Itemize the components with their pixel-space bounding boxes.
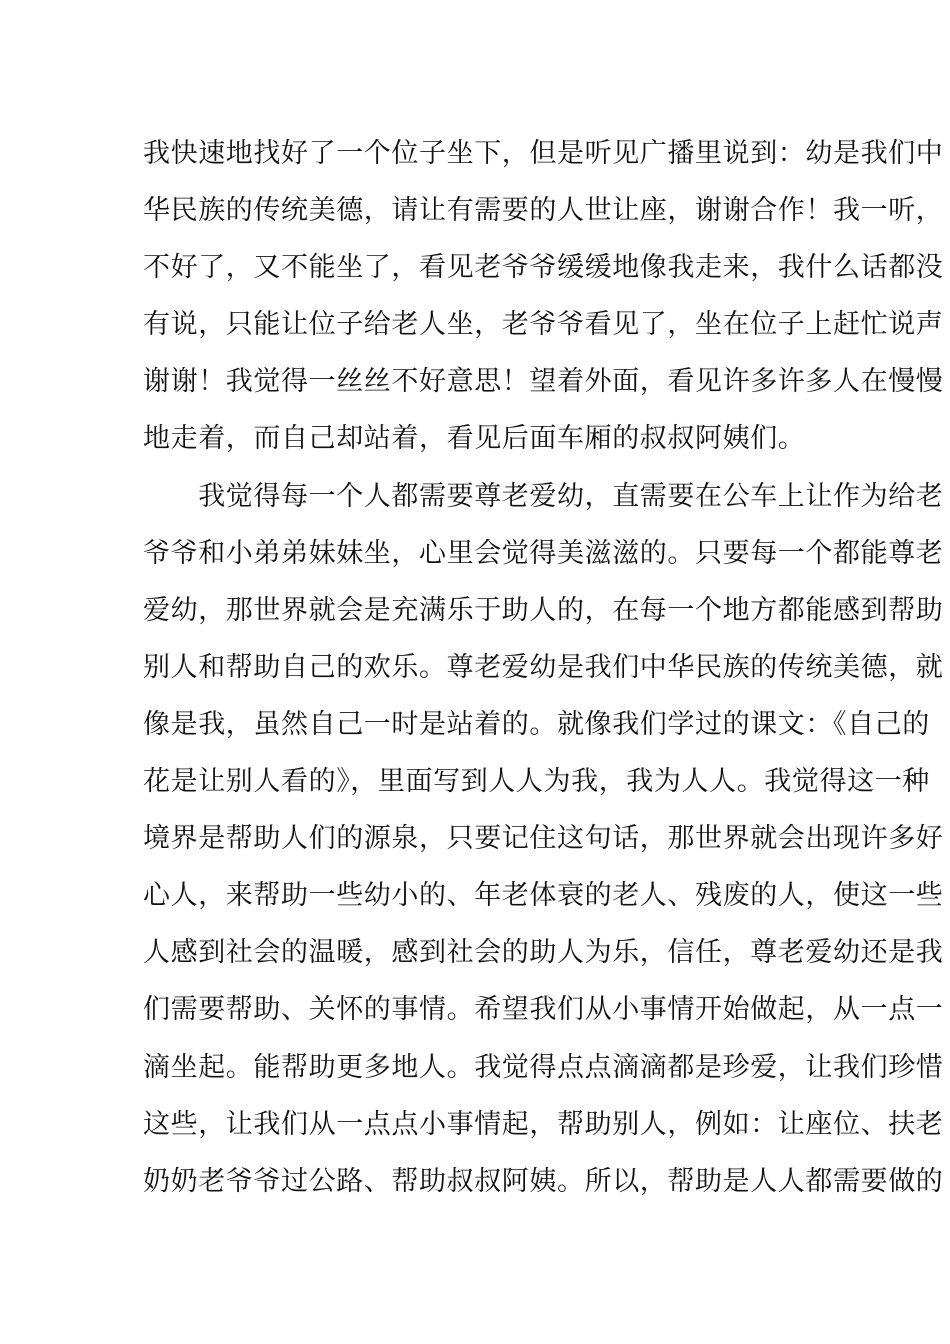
text-line: 华民族的传统美德，请让有需要的人世让座，谢谢合作！我一听， [143, 195, 944, 227]
text-line: 奶奶老爷爷过公路、帮助叔叔阿姨。所以，帮助是人人都需要做的 [143, 1165, 944, 1197]
text-line: 谢谢！我觉得一丝丝不好意思！望着外面，看见许多许多人在慢慢 [143, 366, 944, 398]
text-line: 们需要帮助、关怀的事情。希望我们从小事情开始做起，从一点一 [143, 994, 944, 1026]
text-line: 别人和帮助自己的欢乐。尊老爱幼是我们中华民族的传统美德，就 [143, 651, 944, 683]
text-line: 滴坐起。能帮助更多地人。我觉得点点滴滴都是珍爱，让我们珍惜 [143, 1051, 944, 1083]
text-line: 我快速地找好了一个位子坐下，但是听见广播里说到：幼是我们中 [143, 138, 944, 169]
text-line: 有说，只能让位子给老人坐，老爷爷看见了，坐在位子上赶忙说声 [143, 309, 944, 341]
text-line: 人感到社会的温暖，感到社会的助人为乐，信任，尊老爱幼还是我 [143, 937, 944, 969]
essay-text [143, 125, 944, 1210]
text-line: 心人，来帮助一些幼小的、年老体衰的老人、残废的人，使这一些 [143, 880, 944, 912]
text-line: 像是我，虽然自己一时是站着的。就像我们学过的课文：《自己的 [143, 708, 930, 740]
text-line: 花是让别人看的》，里面写到人人为我，我为人人。我觉得这一种 [143, 766, 930, 798]
text-line: 我觉得每一个人都需要尊老爱幼，直需要在公车上让作为给老 [143, 480, 944, 512]
text-line: 这些，让我们从一点点小事情起，帮助别人，例如：让座位、扶老 [143, 1108, 944, 1140]
text-line: 爷爷和小弟弟妹妹坐，心里会觉得美滋滋的。只要每一个都能尊老 [143, 537, 944, 569]
text-line: 爱幼，那世界就会是充满乐于助人的，在每一个地方都能感到帮助 [143, 594, 944, 626]
text-line: 境界是帮助人们的源泉，只要记住这句话，那世界就会出现许多好 [143, 823, 944, 855]
text-line: 不好了，又不能坐了，看见老爷爷缓缓地像我走来，我什么话都没 [143, 252, 944, 284]
text-line: 地走着，而自己却站着，看见后面车厢的叔叔阿姨们。 [143, 423, 806, 455]
